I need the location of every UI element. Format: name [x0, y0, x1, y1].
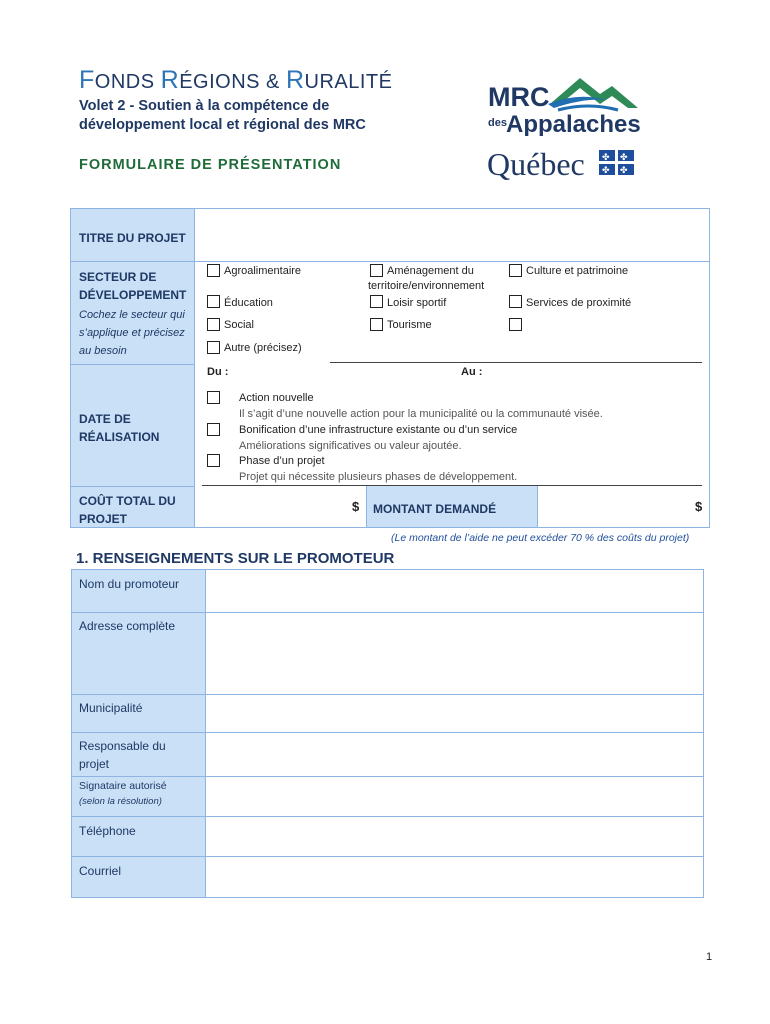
option-social: Social: [224, 319, 254, 331]
secteur-label: [79, 268, 186, 304]
logo-quebec-text: Québec: [487, 146, 585, 181]
secteur-note-line: Cochez le secteur qui: [79, 309, 185, 321]
option-tourisme: Tourisme: [387, 319, 432, 331]
au-label: Au :: [461, 366, 483, 378]
subtitle: [79, 97, 439, 135]
option-autre: Autre (précisez): [224, 342, 302, 354]
autre-underline: [330, 362, 702, 363]
type-bonification: Bonification d’une infrastructure existante ou d’un service: [239, 424, 518, 436]
responsable-input[interactable]: [207, 733, 702, 775]
secteur-note-line: au besoin: [79, 345, 127, 357]
montant-dollar: $: [695, 499, 703, 514]
checkbox-tourisme[interactable]: [370, 318, 383, 331]
nom-promoteur-input[interactable]: [207, 571, 702, 611]
subtitle-line: Volet 2 - Soutien à la compétence de: [79, 98, 330, 114]
type-bonification-desc: Améliorations significatives ou valeur ajoutée.: [239, 440, 462, 452]
telephone-input[interactable]: [207, 817, 702, 855]
svg-text:✤: ✤: [620, 166, 628, 176]
row-divider: [71, 261, 710, 262]
adresse-label: Adresse complète: [79, 619, 176, 633]
responsable-label-line: projet: [79, 757, 110, 771]
date-label-line: RÉALISATION: [79, 430, 160, 444]
courriel-label: Courriel: [79, 864, 122, 878]
option-education: Éducation: [224, 297, 273, 309]
nom-promoteur-label: Nom du promoteur: [79, 577, 180, 591]
date-bottom-line: [202, 485, 702, 486]
checkbox-social[interactable]: [207, 318, 220, 331]
option-amenagement-1: Aménagement du: [387, 265, 474, 277]
title-initial-r2: R: [285, 66, 305, 94]
adresse-input[interactable]: [207, 613, 702, 693]
title-part: URALITÉ: [304, 71, 393, 93]
titre-label: TITRE DU PROJET: [79, 231, 186, 245]
option-services: Services de proximité: [526, 297, 632, 309]
option-amenagement-2: territoire/environnement: [368, 280, 485, 292]
type-action-nouvelle: Action nouvelle: [239, 392, 314, 404]
checkbox-services[interactable]: [509, 295, 522, 308]
responsable-label: [79, 737, 166, 773]
title-initial-r: R: [160, 66, 180, 94]
logo-mrc-text: MRC: [488, 82, 550, 112]
checkbox-agroalimentaire[interactable]: [207, 264, 220, 277]
date-label: [79, 410, 159, 446]
quebec-logo: [487, 145, 637, 181]
main-title: [79, 66, 392, 95]
checkbox-culture[interactable]: [509, 264, 522, 277]
mrc-appalaches-logo: [488, 74, 644, 136]
option-loisir: Loisir sportif: [387, 297, 447, 309]
section-promoteur-title: 1. RENSEIGNEMENTS SUR LE PROMOTEUR: [76, 550, 395, 567]
cout-dollar: $: [352, 499, 360, 514]
checkbox-blank[interactable]: [509, 318, 522, 331]
aide-note: (Le montant de l’aide ne peut excéder 70 % des coûts du projet): [391, 532, 690, 544]
type-action-nouvelle-desc: Il s’agit d’une nouvelle action pour la municipalité ou la communauté visée.: [239, 408, 603, 420]
cout-label-line: PROJET: [79, 512, 128, 526]
type-phase-desc: Projet qui nécessite plusieurs phases de développement.: [239, 471, 518, 483]
form-title: FORMULAIRE DE PRÉSENTATION: [79, 157, 342, 173]
courriel-input[interactable]: [207, 857, 702, 896]
checkbox-phase[interactable]: [207, 454, 220, 467]
secteur-label-line: DÉVELOPPEMENT: [79, 288, 187, 302]
title-initial-f: F: [79, 66, 95, 94]
secteur-label-line: SECTEUR DE: [79, 270, 157, 284]
montant-label: MONTANT DEMANDÉ: [373, 502, 497, 516]
municipalite-input[interactable]: [207, 695, 702, 731]
du-label: Du :: [207, 366, 229, 378]
checkbox-autre[interactable]: [207, 341, 220, 354]
subtitle-line: développement local et régional des MRC: [79, 117, 366, 133]
checkbox-bonification[interactable]: [207, 423, 220, 436]
title-part: ÉGIONS &: [179, 71, 286, 93]
title-part: ONDS: [94, 71, 161, 93]
type-phase: Phase d’un projet: [239, 455, 325, 467]
telephone-label: Téléphone: [79, 824, 136, 838]
checkbox-education[interactable]: [207, 295, 220, 308]
checkbox-amenagement[interactable]: [370, 264, 383, 277]
row-divider: [71, 486, 195, 487]
cout-label-line: COÛT TOTAL DU: [79, 494, 176, 508]
secteur-note-line: s’applique et précisez: [79, 327, 185, 339]
secteur-note: [79, 306, 185, 360]
checkbox-action-nouvelle[interactable]: [207, 391, 220, 404]
svg-text:✤: ✤: [602, 166, 610, 176]
logo-des-text: des: [488, 117, 507, 129]
titre-input-area[interactable]: [196, 209, 709, 260]
signataire-note: (selon la résolution): [79, 796, 162, 807]
logo-appalaches-text: Appalaches: [506, 111, 641, 136]
signataire-label: Signataire autorisé: [79, 780, 167, 792]
date-label-line: DATE DE: [79, 412, 131, 426]
option-agroalimentaire: Agroalimentaire: [224, 265, 302, 277]
mountain-logo-icon: [488, 74, 644, 136]
municipalite-label: Municipalité: [79, 701, 143, 715]
svg-text:✤: ✤: [620, 153, 628, 163]
page-number: 1: [706, 951, 713, 963]
cout-label: [79, 492, 176, 528]
checkbox-loisir[interactable]: [370, 295, 383, 308]
responsable-label-line: Responsable du: [79, 739, 166, 753]
montant-input[interactable]: [539, 487, 709, 526]
quebec-flag-icon: [487, 145, 637, 181]
option-culture: Culture et patrimoine: [526, 265, 629, 277]
cout-input[interactable]: [196, 487, 365, 526]
row-divider: [71, 364, 195, 365]
signataire-input[interactable]: [207, 777, 702, 815]
svg-text:✤: ✤: [602, 153, 610, 163]
